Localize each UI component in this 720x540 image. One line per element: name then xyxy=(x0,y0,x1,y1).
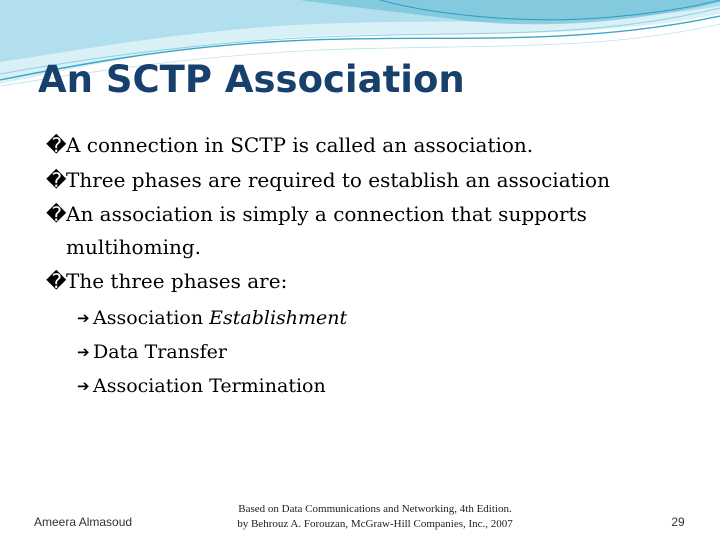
bullet-item xyxy=(46,198,706,264)
sub-bullet-item xyxy=(77,301,706,335)
bullet-item xyxy=(46,128,706,163)
bullet-text: Three phases are required to establish an association xyxy=(66,168,610,192)
arrow-icon: ➔ xyxy=(77,309,90,327)
page-number: 29 xyxy=(671,515,685,529)
slide-title: An SCTP Association xyxy=(38,58,465,101)
sub-bullet-item xyxy=(77,369,706,403)
footer-source xyxy=(195,502,555,532)
slide-body xyxy=(46,128,706,403)
footer-source-line: by Behrouz A. Forouzan, McGraw-Hill Companies, Inc., 2007 xyxy=(237,518,513,530)
sub-bullet-emphasis: Establishment xyxy=(209,307,348,329)
bullet-marker: � xyxy=(46,168,67,192)
bullet-text: An association is simply a connection that supports multihoming. xyxy=(66,202,587,259)
footer-author: Ameera Almasoud xyxy=(34,515,133,529)
footer-source-line: Based on Data Communications and Networking, 4th Edition. xyxy=(238,503,512,515)
sub-bullet-text: Data Transfer xyxy=(93,341,227,363)
sub-bullet-text: Association xyxy=(93,307,210,329)
bullet-item xyxy=(46,163,706,198)
bullet-marker: � xyxy=(46,269,67,293)
sub-bullet-text: Association Termination xyxy=(93,375,326,397)
bullet-text: The three phases are: xyxy=(66,269,288,293)
sub-bullet-list xyxy=(77,301,706,403)
bullet-marker: � xyxy=(46,202,67,226)
bullet-marker: � xyxy=(46,133,67,157)
sub-bullet-item xyxy=(77,335,706,369)
bullet-text: A connection in SCTP is called an association. xyxy=(66,133,534,157)
arrow-icon: ➔ xyxy=(77,343,90,361)
bullet-item xyxy=(46,264,706,299)
arrow-icon: ➔ xyxy=(77,377,90,395)
